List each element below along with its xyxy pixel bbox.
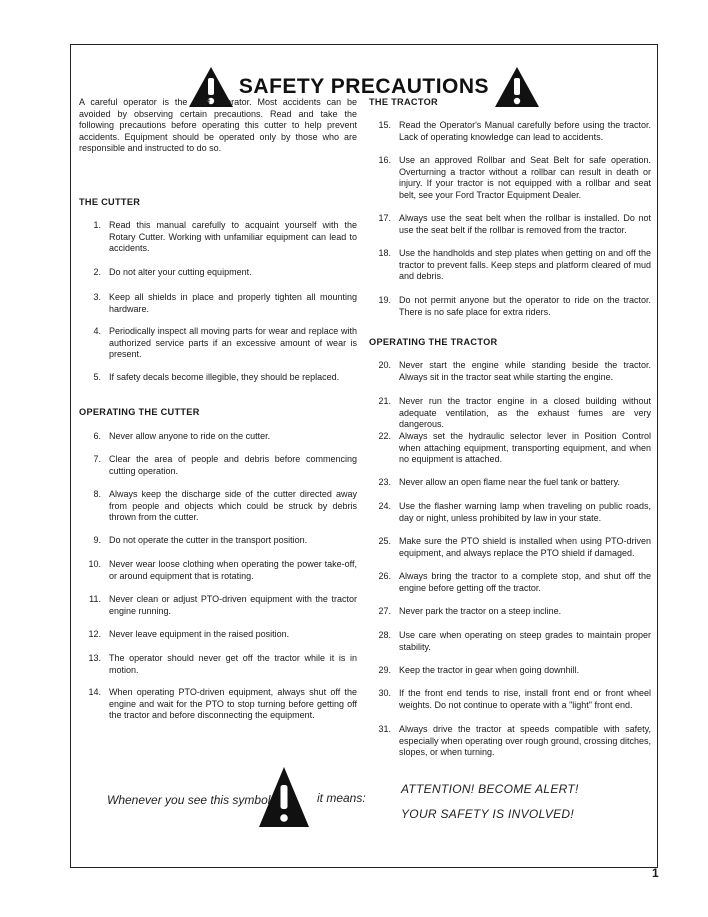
attention-line-2: YOUR SAFETY IS INVOLVED! [401, 807, 575, 821]
list-item: 9. Do not operate the cutter in the transport position. [93, 535, 308, 545]
list-item: 2. Do not alter your cutting equipment. [93, 267, 252, 277]
list-item: 26. Always bring the tractor to a complete stop, and shut off the engine before getting off the tractor. [378, 571, 651, 593]
list-item: 15. Read the Operator's Manual carefully before using the tractor. Lack of operating knowledge can lead to accidents. [378, 120, 651, 142]
list-item: 5. If safety decals become illegible, they should be replaced. [93, 372, 340, 382]
section-heading-operating-cutter: OPERATING THE CUTTER [79, 407, 200, 417]
symbol-note-before: Whenever you see this symbol [107, 793, 271, 807]
list-item: 6. Never allow anyone to ride on the cutter. [93, 431, 271, 441]
list-item: 21. Never run the tractor engine in a closed building without adequate ventilation, as the exhaust fumes are very dangerous. [378, 396, 651, 430]
warning-triangle-icon [257, 765, 311, 829]
symbol-note-after: it means: [317, 791, 366, 805]
section-heading-cutter: THE CUTTER [79, 197, 141, 207]
warning-triangle-icon [493, 65, 541, 109]
list-item: 18. Use the handholds and step plates when getting on and off the tractor to prevent falls. Keep steps and platform cleared of mud and debris. [378, 248, 651, 282]
list-item: 30. If the front end tends to rise, install front end or front wheel weights. Do not continue to operate with a "light" front end. [378, 688, 651, 710]
page-frame [70, 44, 658, 868]
attention-line-1: ATTENTION! BECOME ALERT! [401, 782, 579, 796]
list-item: 28. Use care when operating on steep grades to maintain proper stability. [378, 630, 651, 652]
page-title: SAFETY PRECAUTIONS [238, 75, 490, 98]
list-item: 23. Never allow an open flame near the fuel tank or battery. [378, 477, 620, 487]
list-item: 3. Keep all shields in place and properly tighten all mounting hardware. [93, 292, 357, 314]
list-item: 24. Use the flasher warning lamp when traveling on public roads, day or night, unless prohibited by law in your state. [378, 501, 651, 523]
list-item: 29. Keep the tractor in gear when going downhill. [378, 665, 580, 675]
section-heading-operating-tractor: OPERATING THE TRACTOR [369, 337, 498, 347]
list-item: 12. Never leave equipment in the raised position. [88, 629, 290, 639]
list-item: 22. Always set the hydraulic selector lever in Position Control when attaching equipment, transporting equipment, and when no equipment is attached. [378, 431, 651, 465]
list-item: 27. Never park the tractor on a steep incline. [378, 606, 562, 616]
list-item: 7. Clear the area of people and debris before commencing cutting operation. [93, 454, 357, 476]
section-heading-tractor: THE TRACTOR [369, 97, 438, 107]
list-item: 16. Use an approved Rollbar and Seat Belt for safe operation. Overturning a tractor without a rollbar can result in death or injury. If your tractor is not equipped with a rollbar and seat belt, see your Ford Tractor Equipment Dealer. [378, 155, 651, 200]
list-item: 1. Read this manual carefully to acquaint yourself with the Rotary Cutter. Working with unfamiliar equipment can lead to accidents. [93, 220, 357, 254]
intro-paragraph: A careful operator is the best operator. Most accidents can be avoided by observing certain precautions. Read and take the following precautions before operating this cutter to help prevent accidents. Equipment should be operated only by those who are responsible and instructed to do so. [79, 97, 357, 154]
list-item: 19. Do not permit anyone but the operator to ride on the tractor. There is no safe place for extra riders. [378, 295, 651, 317]
list-item: 25. Make sure the PTO shield is installed when using PTO-driven equipment, and always replace the PTO shield if damaged. [378, 536, 651, 558]
list-item: 20. Never start the engine while standing beside the tractor. Always sit in the tractor seat while starting the engine. [378, 360, 651, 382]
list-item: 4. Periodically inspect all moving parts for wear and replace with authorized service parts if an excessive amount of wear is present. [93, 326, 357, 360]
list-item: 10. Never wear loose clothing when operating the power take-off, or around equipment that is rotating. [88, 559, 357, 581]
list-item: 8. Always keep the discharge side of the cutter directed away from people and objects which could be struck by debris thrown from the cutter. [93, 489, 357, 523]
list-item: 11. Never clean or adjust PTO-driven equipment with the tractor engine running. [89, 594, 357, 616]
list-item: 14. When operating PTO-driven equipment, always shut off the engine and wait for the PTO to stop turning before getting off the tractor and before disconnecting the equipment. [88, 687, 357, 721]
list-item: 31. Always drive the tractor at speeds compatible with safety, especially when operating over rough ground, crossing ditches, slopes, or when turning. [378, 724, 651, 758]
page-number: 1 [652, 866, 659, 880]
list-item: 17. Always use the seat belt when the rollbar is installed. Do not use the seat belt if the rollbar is removed from the tractor. [378, 213, 651, 235]
list-item: 13. The operator should never get off the tractor while it is in motion. [88, 653, 357, 675]
